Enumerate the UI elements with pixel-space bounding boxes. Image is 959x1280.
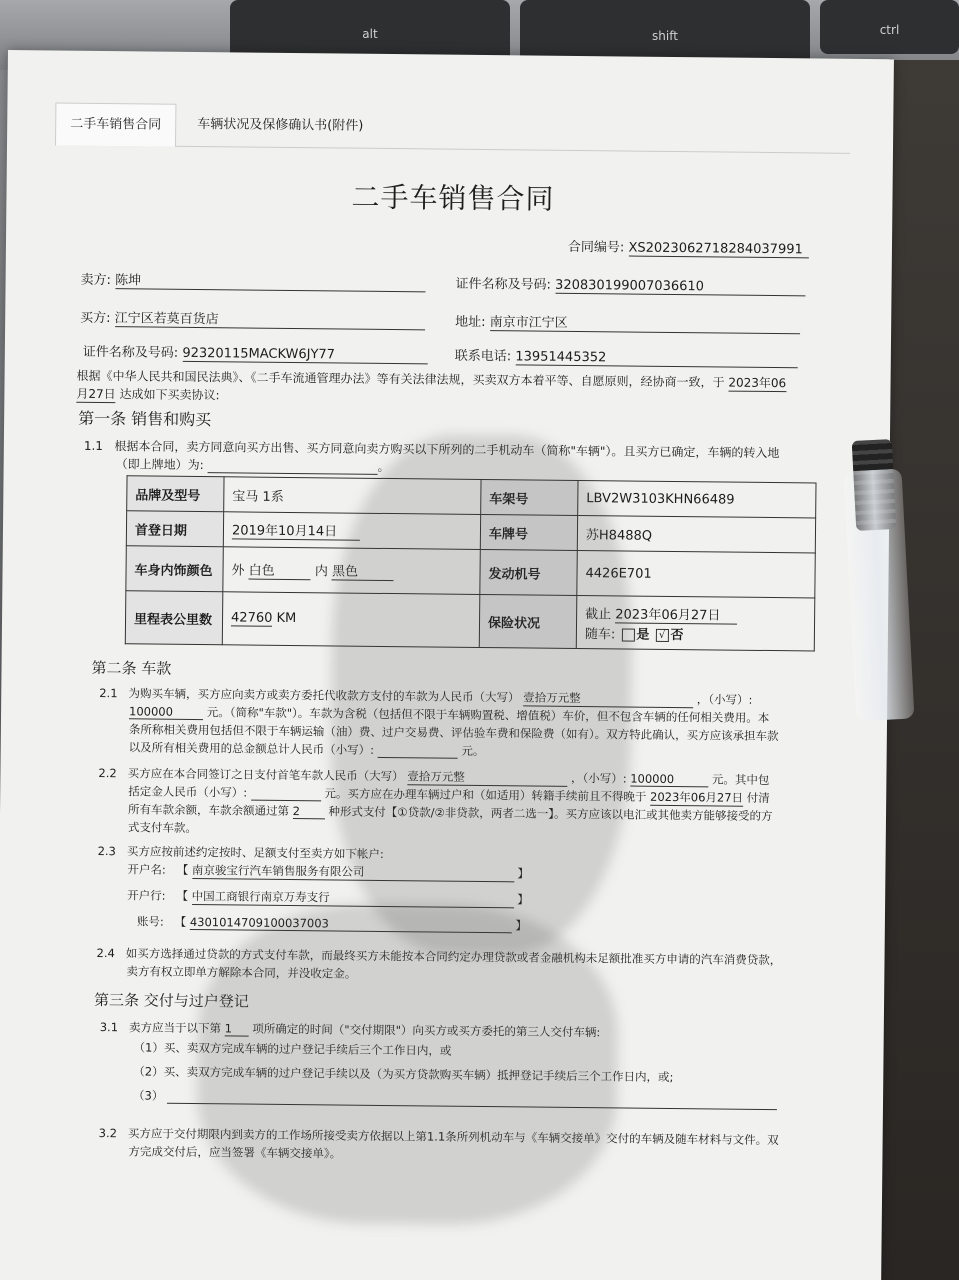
reg-label: 首登日期	[126, 511, 223, 547]
clause-3-1-item-1: （1）买、卖双方完成车辆的过户登记手续后三个工作日内，或	[133, 1040, 452, 1058]
buyer-value: 江宁区若莫百货店	[115, 307, 425, 330]
bracket-right: 】	[517, 892, 529, 907]
insurance-prefix: 截止	[585, 606, 612, 622]
account-holder-label: 开户名:	[127, 862, 166, 877]
account-no-value: 4301014709100037003	[190, 915, 512, 933]
clause-2-1-big: 壹拾万元整	[523, 689, 693, 708]
clause-2-1-text-a: 为购买车辆，买方应向卖方或卖方委托代收款方支付的车款为人民币（大写）	[128, 686, 520, 705]
clause-1-1-line2	[116, 455, 390, 475]
insurance-with-car: 随车:	[584, 626, 616, 642]
address-row	[455, 311, 800, 335]
contract-no-label: 合同编号:	[567, 239, 625, 256]
intro-text-b: 达成如下买卖协议:	[119, 387, 220, 403]
contract-paper	[0, 50, 894, 1280]
clause-2-4-text-a: 如买方选择通过贷款的方式支付车款，而最终买方未能按本合同约定办理贷款或者金融机构未足额批准买方申请的汽车消费贷款，	[125, 946, 782, 968]
clause-3-1-text-a: 卖方应当于以下第	[128, 1020, 222, 1036]
vin-value: LBV2W3103KHN66489	[578, 480, 816, 517]
hand-shadow-lower	[196, 902, 619, 1226]
clause-2-1-text-e: 元。	[461, 743, 485, 759]
bracket-left: 【	[176, 862, 189, 877]
buyer-row	[80, 307, 425, 331]
buyer-id-label: 证件名称及号码:	[82, 344, 179, 361]
clause-2-1-text-b: 元。（简称"车款"）。车款为含税（包括但不限于车辆购置税、增值税）车价，但不包含车辆的任何相关费用。本	[206, 705, 770, 726]
int-color: 黑色	[332, 560, 394, 581]
clause-1-1-text-a: 根据本合同，卖方同意向买方出售、买方同意向卖方购买以下所列的二手机动车（简称"车辆"）。且买方已确定，车辆的转入地	[114, 439, 780, 461]
clause-3-2-text-a: 买方应于交付期限内到卖方的工作场所接受卖方依据以上第1.1条所列机动车与《车辆交接单》交付的车辆及随车材料与文件。双	[127, 1126, 779, 1148]
clause-2-2-big: 壹拾万元整	[407, 768, 567, 787]
section-3-title: 第三条 交付与过户登记	[93, 990, 249, 1011]
buyer-id-row	[83, 341, 428, 365]
brand-value: 宝马 1系	[224, 477, 481, 515]
clause-2-1-text-d: 以及所有相关费用的总金额总计人民币（小写）:	[128, 740, 375, 757]
clause-2-3-line1	[98, 843, 384, 862]
seller-label: 卖方:	[80, 272, 112, 289]
seller-id-value: 320830199007036610	[555, 278, 805, 297]
clause-2-4-line2: 卖方有权立即单方解除本合同，并没收定金。	[126, 964, 357, 981]
yes-label: 是	[636, 627, 650, 643]
seller-row	[81, 269, 426, 293]
intro-text-a: 根据《中华人民共和国民法典》、《二手车流通管理办法》等有关法律法规，买卖双方本着平等、自愿原则，经协商一致，于	[76, 368, 725, 390]
clause-1-1-num: 1.1	[83, 438, 104, 454]
tab-sales-contract[interactable]: 二手车销售合同	[55, 102, 176, 146]
bracket-right: 】	[515, 918, 528, 933]
clause-1-1-text-b: （即上牌地）为:	[115, 457, 204, 473]
clause-3-2-line2: 方完成交付后，应当签署《车辆交接单》。	[128, 1144, 342, 1161]
contract-no-value: XS2023062718284037991	[628, 241, 808, 259]
seller-id-row	[455, 273, 805, 297]
seller-id-label: 证件名称及号码:	[455, 276, 552, 293]
phone-value: 13951445352	[515, 349, 797, 368]
bracket-right: 】	[517, 866, 530, 881]
hand-shadow	[329, 433, 634, 956]
clause-2-2-text-g: 种形式支付【①贷款/②非贷款，两者二选一】。买方应该以电汇或其他卖方能够接受的方	[328, 804, 773, 824]
clause-3-1-item-3-label: （3）	[132, 1088, 164, 1103]
doc-title: 二手车销售合同	[351, 180, 555, 216]
clause-3-2-num: 3.2	[98, 1126, 118, 1141]
tab-vehicle-condition[interactable]: 车辆状况及保修确认书(附件)	[197, 116, 364, 134]
clause-2-2-small-label: ，（小写）:	[570, 770, 627, 786]
brand-label: 品牌及型号	[127, 476, 224, 512]
bracket-left: 【	[174, 914, 187, 929]
buyer-label: 买方:	[80, 310, 111, 327]
account-holder-value: 南京骏宝行汽车销售服务有限公司	[192, 862, 514, 882]
phone-row	[455, 345, 798, 369]
section-1-title: 第一条 销售和购买	[78, 408, 212, 430]
clause-2-2-text-c: 括定金人民币（小写）:	[128, 784, 248, 800]
clause-2-1-line3: 条所称相关费用包括但不限于车辆运输（油）费、过户交易费、评估验车费和保险费（如有）。双方特此确认，买方应该承担车款	[128, 722, 779, 744]
no-checkbox[interactable]: √	[656, 628, 669, 641]
clause-2-1-small: 100000	[129, 704, 203, 720]
address-value: 南京市江宁区	[490, 311, 800, 334]
clause-2-1-small-label: ，（小写）:	[696, 692, 753, 707]
plate-value: 苏H8488Q	[577, 515, 815, 552]
buyer-id-value: 92320115MACKW6JY77	[182, 346, 427, 365]
phone-label: 联系电话:	[454, 348, 512, 365]
intro-date-b: 月27日	[76, 386, 116, 402]
color-label: 车身内饰颜色	[126, 546, 223, 592]
clause-2-2-method: 2	[293, 804, 325, 819]
intro-date-a: 2023年06	[728, 375, 787, 391]
clause-2-2-text-d: 元。买方应在办理车辆过户和（如适用）转籍手续前且不得晚于	[324, 786, 647, 804]
clause-2-2-text-e: 付清	[746, 790, 770, 806]
clause-2-2-text-a: 买方应在本合同签订之日支付首笔车款人民币（大写）	[127, 766, 404, 784]
contract-no-row	[568, 236, 809, 259]
ctrl-key-label: ctrl	[879, 22, 900, 37]
no-label: 否	[670, 627, 684, 643]
shift-key-label: shift	[652, 29, 678, 44]
clause-2-2-small: 100000	[630, 772, 708, 788]
clause-2-1-num: 2.1	[99, 685, 118, 701]
bank-value: 中国工商银行南京万寿支行	[192, 888, 514, 908]
insurance-date: 2023年06月27日	[615, 603, 737, 624]
clause-3-1-item-2: （2）买、卖双方完成车辆的过户登记手续以及（为买方贷款购买车辆）抵押登记手续后三个工作日内，或;	[133, 1064, 674, 1085]
clause-2-2-text-f: 所有车款余额，车款余额通过第	[127, 802, 290, 818]
insurance-label: 保险状况	[479, 594, 577, 648]
clause-3-1-option: 1	[225, 1021, 249, 1036]
section-2-title: 第二条 车款	[91, 658, 172, 678]
engine-label: 发动机号	[480, 549, 577, 595]
mileage-value: 42760	[230, 610, 273, 626]
vin-label: 车架号	[481, 479, 578, 515]
mileage-unit: KM	[276, 610, 297, 627]
clause-2-2-text-b: 元。其中包	[711, 772, 770, 788]
int-prefix: 内	[314, 564, 328, 580]
reg-value: 2019年10月14日	[232, 519, 360, 540]
clause-3-1-num: 3.1	[99, 1020, 119, 1035]
bracket-left: 【	[176, 888, 189, 903]
plate-label: 车牌号	[480, 514, 577, 550]
ctrl-key	[820, 0, 959, 54]
account-no-label: 账号:	[136, 914, 164, 929]
clause-2-2-num: 2.2	[98, 765, 117, 781]
clause-2-2-line4: 式支付车款。	[127, 820, 197, 836]
clause-2-4-num: 2.4	[96, 945, 115, 961]
ext-prefix: 外	[231, 563, 245, 579]
mileage-label: 里程表公里数	[125, 591, 223, 645]
clause-2-2-date: 2023年06月27日	[649, 789, 744, 805]
alt-key-label: alt	[362, 27, 378, 42]
clause-2-3-num: 2.3	[97, 843, 116, 859]
engine-value: 4426E701	[577, 550, 815, 597]
intro-line-2	[76, 385, 219, 404]
tab-bar	[55, 102, 850, 153]
clause-1-1-end: 。	[377, 459, 390, 475]
seller-value: 陈坤	[115, 269, 425, 292]
clause-3-1-text-b: 项所确定的时间（"交付期限"）向买方或买方委托的第三人交付车辆:	[252, 1021, 601, 1040]
bank-label: 开户行:	[127, 888, 166, 903]
ext-color: 白色	[249, 560, 311, 581]
clause-2-3-text-a: 买方应按前述约定按时、足额支付至卖方如下帐户:	[126, 844, 384, 861]
address-label: 地址:	[455, 314, 486, 331]
